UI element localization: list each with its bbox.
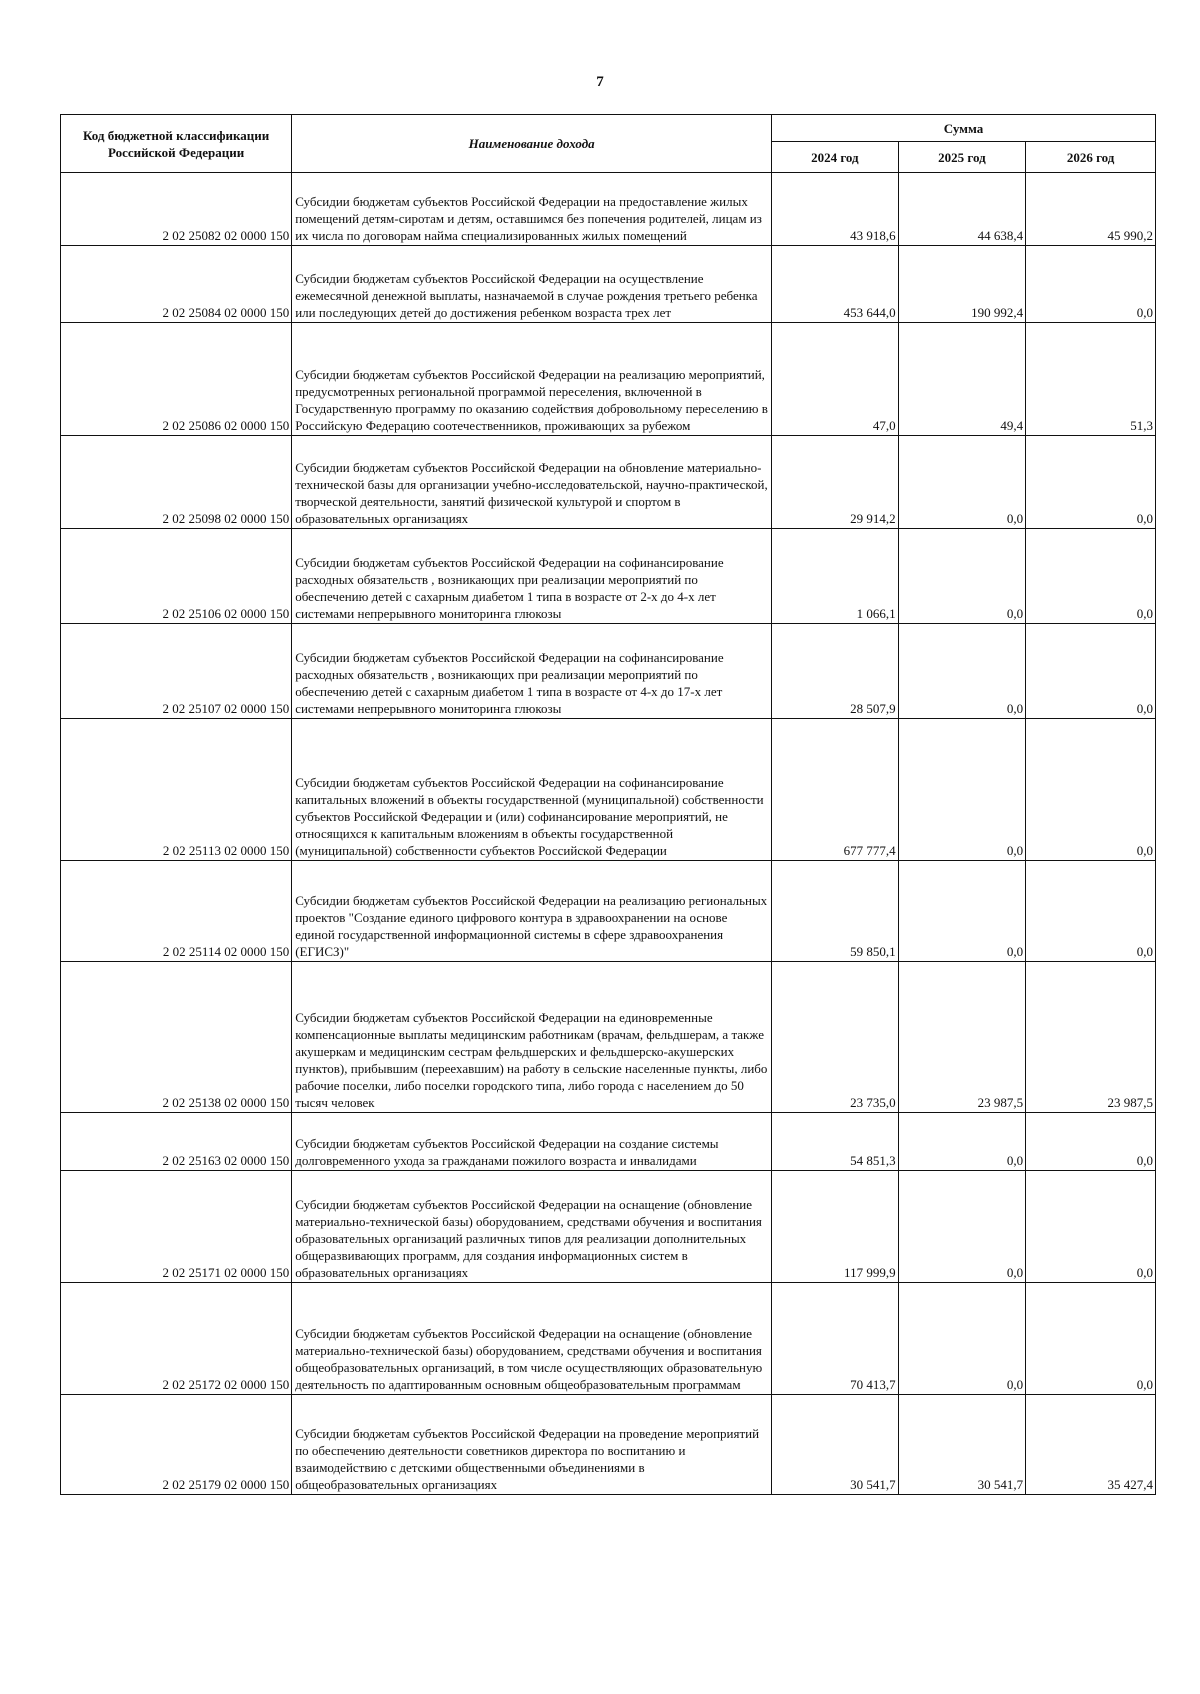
- row-value-2024: 117 999,9: [772, 1171, 899, 1283]
- row-value-2026: 0,0: [1026, 1283, 1156, 1395]
- header-name: Наименование дохода: [292, 115, 772, 173]
- row-value-2025: 0,0: [898, 861, 1026, 962]
- row-name: Субсидии бюджетам субъектов Российской Федерации на софинансирование капитальных вложений в объекты государственной (муниципальной) собственности субъектов Российской Федерации и (или) софинансирование мероприятий, не относящихся к капитальным вложениям в объекты государственной (муниципальной) собственности субъектов Российской Федерации: [292, 719, 772, 861]
- row-value-2026: 0,0: [1026, 719, 1156, 861]
- row-code: 2 02 25086 02 0000 150: [61, 323, 292, 436]
- row-value-2026: 51,3: [1026, 323, 1156, 436]
- header-year-2026: 2026 год: [1026, 142, 1156, 173]
- income-table: [60, 114, 1156, 1495]
- row-value-2025: 0,0: [898, 1113, 1026, 1171]
- page-number: 7: [596, 74, 604, 90]
- row-value-2026: 0,0: [1026, 529, 1156, 624]
- row-value-2024: 677 777,4: [772, 719, 899, 861]
- table-row: [61, 1395, 1156, 1495]
- header-year-2025: 2025 год: [898, 142, 1026, 173]
- table-row: [61, 861, 1156, 962]
- row-value-2026: 0,0: [1026, 861, 1156, 962]
- table-row: [61, 1113, 1156, 1171]
- row-value-2024: 29 914,2: [772, 436, 899, 529]
- row-value-2024: 30 541,7: [772, 1395, 899, 1495]
- row-value-2024: 54 851,3: [772, 1113, 899, 1171]
- row-value-2026: 0,0: [1026, 436, 1156, 529]
- table-row: [61, 1171, 1156, 1283]
- row-value-2026: 0,0: [1026, 246, 1156, 323]
- row-value-2024: 47,0: [772, 323, 899, 436]
- row-value-2025: 44 638,4: [898, 173, 1026, 246]
- table-row: [61, 624, 1156, 719]
- row-value-2026: 23 987,5: [1026, 962, 1156, 1113]
- row-value-2025: 30 541,7: [898, 1395, 1026, 1495]
- row-name: Субсидии бюджетам субъектов Российской Федерации на предоставление жилых помещений детям-сиротам и детям, оставшимся без попечения родителей, лицам из их числа по договорам найма специализированных жилых помещений: [292, 173, 772, 246]
- row-code: 2 02 25084 02 0000 150: [61, 246, 292, 323]
- header-sum: Сумма: [772, 115, 1156, 142]
- row-code: 2 02 25107 02 0000 150: [61, 624, 292, 719]
- row-value-2025: 23 987,5: [898, 962, 1026, 1113]
- table-row: [61, 323, 1156, 436]
- table-row: [61, 173, 1156, 246]
- row-name: Субсидии бюджетам субъектов Российской Федерации на проведение мероприятий по обеспечению деятельности советников директора по воспитанию и взаимодействию с детскими общественными объединениями в общеобразовательных организациях: [292, 1395, 772, 1495]
- row-value-2024: 453 644,0: [772, 246, 899, 323]
- row-value-2024: 59 850,1: [772, 861, 899, 962]
- row-name: Субсидии бюджетам субъектов Российской Федерации на осуществление ежемесячной денежной выплаты, назначаемой в случае рождения третьего ребенка или последующих детей до достижения ребенком возраста трех лет: [292, 246, 772, 323]
- row-value-2025: 0,0: [898, 1171, 1026, 1283]
- row-name: Субсидии бюджетам субъектов Российской Федерации на создание системы долговременного ухода за гражданами пожилого возраста и инвалидами: [292, 1113, 772, 1171]
- row-name: Субсидии бюджетам субъектов Российской Федерации на реализацию мероприятий, предусмотренных региональной программой переселения, включенной в Государственную программу по оказанию содействия добровольному переселению в Российскую Федерацию соотечественников, проживающих за рубежом: [292, 323, 772, 436]
- table-row: [61, 1283, 1156, 1395]
- row-name: Субсидии бюджетам субъектов Российской Федерации на обновление материально-технической базы для организации учебно-исследовательской, научно-практической, творческой деятельности, занятий физической культурой и спортом в образовательных организациях: [292, 436, 772, 529]
- row-code: 2 02 25138 02 0000 150: [61, 962, 292, 1113]
- row-value-2026: 0,0: [1026, 1113, 1156, 1171]
- row-code: 2 02 25172 02 0000 150: [61, 1283, 292, 1395]
- table-row: [61, 962, 1156, 1113]
- row-code: 2 02 25082 02 0000 150: [61, 173, 292, 246]
- row-code: 2 02 25171 02 0000 150: [61, 1171, 292, 1283]
- row-value-2026: 0,0: [1026, 624, 1156, 719]
- row-value-2025: 0,0: [898, 624, 1026, 719]
- header-code: Код бюджетной классификации Российской Федерации: [61, 115, 292, 173]
- row-value-2024: 28 507,9: [772, 624, 899, 719]
- table-row: [61, 529, 1156, 624]
- row-value-2024: 23 735,0: [772, 962, 899, 1113]
- table-row: [61, 246, 1156, 323]
- row-code: 2 02 25098 02 0000 150: [61, 436, 292, 529]
- row-value-2025: 49,4: [898, 323, 1026, 436]
- row-value-2025: 190 992,4: [898, 246, 1026, 323]
- row-name: Субсидии бюджетам субъектов Российской Федерации на единовременные компенсационные выплаты медицинским работникам (врачам, фельдшерам, а также акушеркам и медицинским сестрам фельдшерских и фельдшерско-акушерских пунктов), прибывшим (переехавшим) на работу в сельские населенные пункты, либо рабочие поселки, либо поселки городского типа, либо города с населением до 50 тысяч человек: [292, 962, 772, 1113]
- row-value-2024: 70 413,7: [772, 1283, 899, 1395]
- row-value-2026: 35 427,4: [1026, 1395, 1156, 1495]
- row-name: Субсидии бюджетам субъектов Российской Федерации на оснащение (обновление материально-технической базы) оборудованием, средствами обучения и воспитания общеобразовательных организаций, в том числе осуществляющих образовательную деятельность по адаптированным основным общеобразовательным программам: [292, 1283, 772, 1395]
- row-value-2026: 45 990,2: [1026, 173, 1156, 246]
- row-value-2024: 1 066,1: [772, 529, 899, 624]
- row-code: 2 02 25114 02 0000 150: [61, 861, 292, 962]
- table-row: [61, 436, 1156, 529]
- row-code: 2 02 25106 02 0000 150: [61, 529, 292, 624]
- row-value-2025: 0,0: [898, 1283, 1026, 1395]
- row-value-2025: 0,0: [898, 529, 1026, 624]
- row-name: Субсидии бюджетам субъектов Российской Федерации на реализацию региональных проектов "Создание единого цифрового контура в здравоохранении на основе единой государственной информационной системы в сфере здравоохранения (ЕГИСЗ)": [292, 861, 772, 962]
- header-year-2024: 2024 год: [772, 142, 899, 173]
- row-value-2024: 43 918,6: [772, 173, 899, 246]
- row-name: Субсидии бюджетам субъектов Российской Федерации на оснащение (обновление материально-технической базы) оборудованием, средствами обучения и воспитания образовательных организаций различных типов для реализации дополнительных общеразвивающих программ, для создания информационных систем в образовательных организациях: [292, 1171, 772, 1283]
- row-code: 2 02 25163 02 0000 150: [61, 1113, 292, 1171]
- row-value-2025: 0,0: [898, 719, 1026, 861]
- row-value-2025: 0,0: [898, 436, 1026, 529]
- row-code: 2 02 25179 02 0000 150: [61, 1395, 292, 1495]
- row-value-2026: 0,0: [1026, 1171, 1156, 1283]
- table-row: [61, 719, 1156, 861]
- row-name: Субсидии бюджетам субъектов Российской Федерации на софинансирование расходных обязательств , возникающих при реализации мероприятий по обеспечению детей с сахарным диабетом 1 типа в возрасте от 4-х до 17-х лет системами непрерывного мониторинга глюкозы: [292, 624, 772, 719]
- row-code: 2 02 25113 02 0000 150: [61, 719, 292, 861]
- row-name: Субсидии бюджетам субъектов Российской Федерации на софинансирование расходных обязательств , возникающих при реализации мероприятий по обеспечению детей с сахарным диабетом 1 типа в возрасте от 2-х до 4-х лет системами непрерывного мониторинга глюкозы: [292, 529, 772, 624]
